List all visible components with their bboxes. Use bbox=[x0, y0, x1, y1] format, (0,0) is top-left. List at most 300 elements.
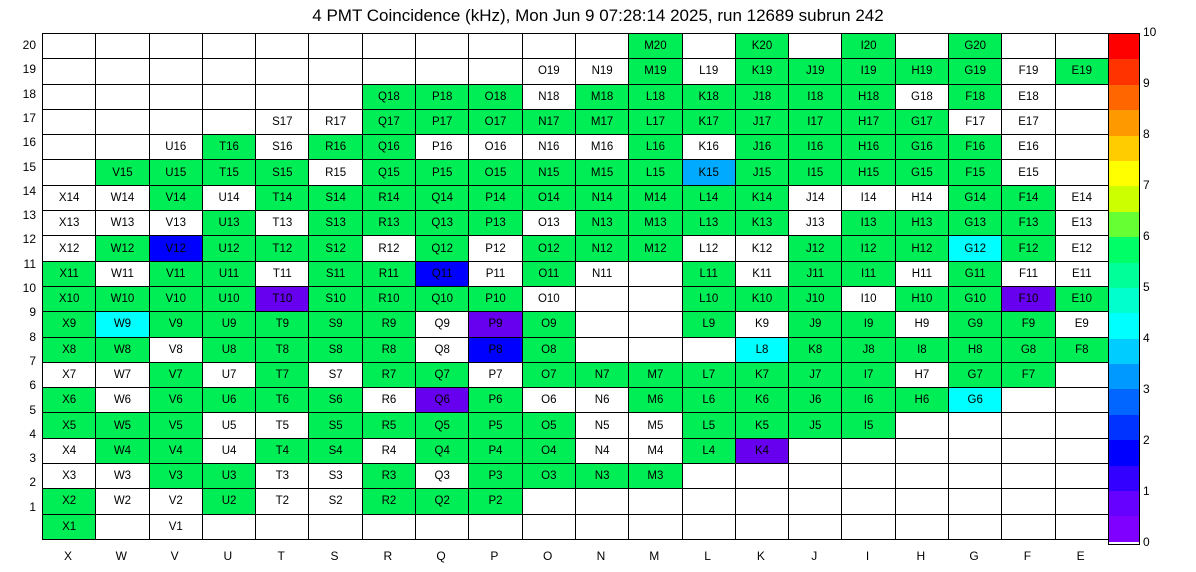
heatmap-cell: P4 bbox=[469, 438, 522, 463]
heatmap-cell: W6 bbox=[96, 388, 149, 413]
heatmap-cell bbox=[43, 84, 96, 109]
heatmap-cell: P13 bbox=[469, 211, 522, 236]
heatmap-cell: G15 bbox=[895, 160, 948, 185]
heatmap-cell bbox=[1002, 413, 1055, 438]
heatmap-cell: M12 bbox=[629, 236, 682, 261]
heatmap-cell: M6 bbox=[629, 388, 682, 413]
heatmap-cell: K11 bbox=[735, 261, 788, 286]
heatmap-cell: T10 bbox=[256, 286, 309, 311]
y-tick-label: 6 bbox=[29, 378, 36, 393]
heatmap-row bbox=[43, 388, 1109, 413]
heatmap-cell: K7 bbox=[735, 362, 788, 387]
heatmap-cell: F15 bbox=[949, 160, 1002, 185]
heatmap-row bbox=[43, 236, 1109, 261]
heatmap-cell: X8 bbox=[43, 337, 96, 362]
heatmap-cell: R5 bbox=[362, 413, 415, 438]
colorbar-band bbox=[1109, 415, 1139, 440]
heatmap-cell: M4 bbox=[629, 438, 682, 463]
heatmap-cell bbox=[1002, 489, 1055, 514]
page-title: 4 PMT Coincidence (kHz), Mon Jun 9 07:28:14 2025, run 12689 subrun 242 bbox=[312, 6, 884, 25]
heatmap-cell: O19 bbox=[522, 59, 575, 84]
heatmap-cell: I8 bbox=[895, 337, 948, 362]
heatmap-cell: G16 bbox=[895, 135, 948, 160]
heatmap-cell: V2 bbox=[149, 489, 202, 514]
heatmap-cell: O7 bbox=[522, 362, 575, 387]
heatmap-cell: W3 bbox=[96, 464, 149, 489]
heatmap-cell bbox=[949, 489, 1002, 514]
heatmap-cell: F13 bbox=[1002, 211, 1055, 236]
y-tick-label: 3 bbox=[29, 451, 36, 466]
heatmap-cell: U4 bbox=[202, 438, 255, 463]
heatmap-cell: E11 bbox=[1055, 261, 1108, 286]
heatmap-cell: F16 bbox=[949, 135, 1002, 160]
heatmap-cell: E13 bbox=[1055, 211, 1108, 236]
heatmap-cell bbox=[629, 489, 682, 514]
heatmap-cell bbox=[202, 84, 255, 109]
heatmap-cell: M17 bbox=[575, 109, 628, 134]
heatmap-row bbox=[43, 489, 1109, 514]
heatmap-row bbox=[43, 438, 1109, 463]
heatmap-cell: M16 bbox=[575, 135, 628, 160]
heatmap-cell: R9 bbox=[362, 312, 415, 337]
heatmap-cell: R6 bbox=[362, 388, 415, 413]
heatmap-cell bbox=[575, 514, 628, 539]
heatmap-cell: G12 bbox=[949, 236, 1002, 261]
heatmap-cell bbox=[789, 489, 842, 514]
heatmap-cell: K18 bbox=[682, 84, 735, 109]
heatmap-cell: P10 bbox=[469, 286, 522, 311]
x-tick-label: S bbox=[330, 549, 339, 563]
heatmap-cell bbox=[682, 464, 735, 489]
heatmap-cell: S10 bbox=[309, 286, 362, 311]
heatmap-cell: M19 bbox=[629, 59, 682, 84]
heatmap-cell bbox=[895, 34, 948, 59]
colorbar-band bbox=[1109, 161, 1139, 186]
heatmap-cell: U9 bbox=[202, 312, 255, 337]
colorbar-band bbox=[1109, 339, 1139, 364]
heatmap-cell: I10 bbox=[842, 286, 895, 311]
y-tick-label: 14 bbox=[22, 183, 36, 198]
heatmap-cell: S5 bbox=[309, 413, 362, 438]
heatmap-cell: J18 bbox=[735, 84, 788, 109]
x-tick-label: K bbox=[756, 549, 765, 563]
heatmap-cell: N17 bbox=[522, 109, 575, 134]
heatmap-cell bbox=[629, 337, 682, 362]
heatmap-cell: K16 bbox=[682, 135, 735, 160]
heatmap-cell: T11 bbox=[256, 261, 309, 286]
y-tick-label: 8 bbox=[29, 329, 36, 344]
colorbar-band bbox=[1109, 237, 1139, 262]
heatmap-cell: K10 bbox=[735, 286, 788, 311]
heatmap-cell: N19 bbox=[575, 59, 628, 84]
heatmap-cell: S9 bbox=[309, 312, 362, 337]
heatmap-cell bbox=[682, 514, 735, 539]
x-tick-label: N bbox=[596, 549, 606, 563]
colorbar-band bbox=[1109, 364, 1139, 389]
heatmap-cell bbox=[575, 489, 628, 514]
heatmap-cell: J10 bbox=[789, 286, 842, 311]
heatmap-cell: F11 bbox=[1002, 261, 1055, 286]
heatmap-cell bbox=[362, 34, 415, 59]
heatmap-cell: Q12 bbox=[416, 236, 469, 261]
y-tick-label: 9 bbox=[29, 305, 36, 320]
heatmap-row bbox=[43, 185, 1109, 210]
heatmap-cell bbox=[1055, 34, 1108, 59]
heatmap-cell bbox=[682, 489, 735, 514]
heatmap-cell: Q14 bbox=[416, 185, 469, 210]
heatmap-cell bbox=[682, 337, 735, 362]
heatmap-cell: E10 bbox=[1055, 286, 1108, 311]
heatmap-cell: T16 bbox=[202, 135, 255, 160]
colorbar-band bbox=[1109, 313, 1139, 338]
heatmap-cell: R14 bbox=[362, 185, 415, 210]
colorbar-tick-label: 4 bbox=[1143, 331, 1150, 345]
heatmap-cell bbox=[895, 438, 948, 463]
heatmap-cell bbox=[895, 413, 948, 438]
heatmap-cell: W10 bbox=[96, 286, 149, 311]
heatmap-cell: G10 bbox=[949, 286, 1002, 311]
heatmap-cell: R10 bbox=[362, 286, 415, 311]
heatmap-cell: N5 bbox=[575, 413, 628, 438]
heatmap-cell: P16 bbox=[416, 135, 469, 160]
x-tick-label: E bbox=[1076, 549, 1085, 563]
heatmap-cell bbox=[735, 514, 788, 539]
heatmap-cell: K14 bbox=[735, 185, 788, 210]
heatmap-cell: X7 bbox=[43, 362, 96, 387]
heatmap-cell: S17 bbox=[256, 109, 309, 134]
heatmap-cell bbox=[949, 413, 1002, 438]
heatmap-cell: X14 bbox=[43, 185, 96, 210]
heatmap-cell: T12 bbox=[256, 236, 309, 261]
heatmap-cell: T3 bbox=[256, 464, 309, 489]
heatmap-cell: R2 bbox=[362, 489, 415, 514]
heatmap-cell: X3 bbox=[43, 464, 96, 489]
colorbar-band bbox=[1109, 288, 1139, 313]
heatmap-cell bbox=[1055, 388, 1108, 413]
x-tick-label: G bbox=[969, 549, 979, 563]
colorbar-band bbox=[1109, 136, 1139, 161]
heatmap-cell: S16 bbox=[256, 135, 309, 160]
heatmap-cell: L6 bbox=[682, 388, 735, 413]
heatmap-cell: M13 bbox=[629, 211, 682, 236]
heatmap-cell: W11 bbox=[96, 261, 149, 286]
heatmap-cell: K17 bbox=[682, 109, 735, 134]
heatmap-cell: O12 bbox=[522, 236, 575, 261]
heatmap-cell: F10 bbox=[1002, 286, 1055, 311]
heatmap-cell: H16 bbox=[842, 135, 895, 160]
heatmap-cell: I5 bbox=[842, 413, 895, 438]
heatmap-cell bbox=[1055, 489, 1108, 514]
y-tick-label: 11 bbox=[23, 256, 36, 271]
heatmap-cell: H6 bbox=[895, 388, 948, 413]
heatmap-cell: K9 bbox=[735, 312, 788, 337]
heatmap-cell: E17 bbox=[1002, 109, 1055, 134]
heatmap-cell: I18 bbox=[789, 84, 842, 109]
heatmap-row bbox=[43, 337, 1109, 362]
heatmap-cell: V13 bbox=[149, 211, 202, 236]
heatmap-cell: W13 bbox=[96, 211, 149, 236]
colorbar-tick-label: 10 bbox=[1143, 25, 1157, 39]
colorbar-tick-label: 1 bbox=[1143, 484, 1150, 498]
heatmap-cell: J14 bbox=[789, 185, 842, 210]
heatmap-cell: V12 bbox=[149, 236, 202, 261]
heatmap-cell: X10 bbox=[43, 286, 96, 311]
heatmap-cell: J19 bbox=[789, 59, 842, 84]
heatmap-cell: P17 bbox=[416, 109, 469, 134]
y-tick-label: 15 bbox=[22, 159, 36, 174]
heatmap-cell: U6 bbox=[202, 388, 255, 413]
heatmap-cell: X9 bbox=[43, 312, 96, 337]
heatmap-cell: L7 bbox=[682, 362, 735, 387]
x-tick-label: R bbox=[383, 549, 393, 563]
colorbar-tick-label: 2 bbox=[1143, 433, 1150, 447]
heatmap-cell: O16 bbox=[469, 135, 522, 160]
heatmap-cell bbox=[789, 34, 842, 59]
heatmap-cell: N13 bbox=[575, 211, 628, 236]
heatmap-cell: P7 bbox=[469, 362, 522, 387]
heatmap-cell: J16 bbox=[735, 135, 788, 160]
heatmap-cell bbox=[629, 286, 682, 311]
heatmap-cell: G18 bbox=[895, 84, 948, 109]
heatmap-cell: H15 bbox=[842, 160, 895, 185]
heatmap-cell bbox=[575, 312, 628, 337]
heatmap-cell: K13 bbox=[735, 211, 788, 236]
heatmap-cell: H7 bbox=[895, 362, 948, 387]
heatmap-cell: F12 bbox=[1002, 236, 1055, 261]
heatmap-cell: G13 bbox=[949, 211, 1002, 236]
heatmap-cell bbox=[735, 489, 788, 514]
heatmap-cell: S13 bbox=[309, 211, 362, 236]
heatmap-cell: P5 bbox=[469, 413, 522, 438]
heatmap-cell bbox=[1002, 34, 1055, 59]
heatmap-cell: N7 bbox=[575, 362, 628, 387]
heatmap-cell: I13 bbox=[842, 211, 895, 236]
heatmap-cell: H17 bbox=[842, 109, 895, 134]
heatmap-cell: X2 bbox=[43, 489, 96, 514]
heatmap-cell: F18 bbox=[949, 84, 1002, 109]
heatmap-cell: M3 bbox=[629, 464, 682, 489]
y-tick-label: 12 bbox=[22, 232, 36, 247]
heatmap-cell: P14 bbox=[469, 185, 522, 210]
colorbar-band bbox=[1109, 491, 1139, 516]
heatmap-cell: H11 bbox=[895, 261, 948, 286]
heatmap-cell: W7 bbox=[96, 362, 149, 387]
colorbar-band bbox=[1109, 389, 1139, 414]
heatmap-cell bbox=[1055, 413, 1108, 438]
heatmap-cell: P2 bbox=[469, 489, 522, 514]
heatmap-cell: X4 bbox=[43, 438, 96, 463]
heatmap-cell bbox=[842, 514, 895, 539]
heatmap-cell: S3 bbox=[309, 464, 362, 489]
heatmap-cell: O15 bbox=[469, 160, 522, 185]
heatmap-cell: J12 bbox=[789, 236, 842, 261]
heatmap-cell bbox=[469, 59, 522, 84]
colorbar-band bbox=[1109, 440, 1139, 465]
heatmap-cell: I17 bbox=[789, 109, 842, 134]
heatmap-cell: S7 bbox=[309, 362, 362, 387]
heatmap-cell: V4 bbox=[149, 438, 202, 463]
heatmap-cell: O4 bbox=[522, 438, 575, 463]
colorbar-tick-label: 6 bbox=[1143, 229, 1150, 243]
heatmap-cell: R7 bbox=[362, 362, 415, 387]
heatmap-cell: X1 bbox=[43, 514, 96, 539]
heatmap-cell: O8 bbox=[522, 337, 575, 362]
heatmap-cell: P8 bbox=[469, 337, 522, 362]
heatmap-cell: M15 bbox=[575, 160, 628, 185]
heatmap-cell: Q15 bbox=[362, 160, 415, 185]
heatmap-cell: J17 bbox=[735, 109, 788, 134]
heatmap-cell: H10 bbox=[895, 286, 948, 311]
heatmap-cell bbox=[842, 438, 895, 463]
heatmap-cell: P11 bbox=[469, 261, 522, 286]
x-tick-label: J bbox=[811, 549, 818, 563]
heatmap-cell: U12 bbox=[202, 236, 255, 261]
heatmap-cell bbox=[256, 59, 309, 84]
heatmap-cell: G14 bbox=[949, 185, 1002, 210]
heatmap-cell bbox=[1055, 464, 1108, 489]
x-tick-label: F bbox=[1023, 549, 1032, 563]
heatmap-cell: S12 bbox=[309, 236, 362, 261]
heatmap-cell: H19 bbox=[895, 59, 948, 84]
heatmap-cell: L19 bbox=[682, 59, 735, 84]
x-tick-label: U bbox=[223, 549, 233, 563]
heatmap-cell bbox=[1002, 438, 1055, 463]
heatmap-cell: F9 bbox=[1002, 312, 1055, 337]
heatmap-cell bbox=[522, 514, 575, 539]
heatmap-cell: G9 bbox=[949, 312, 1002, 337]
heatmap-cell: Q7 bbox=[416, 362, 469, 387]
x-tick-label: W bbox=[115, 549, 127, 563]
heatmap-cell bbox=[522, 34, 575, 59]
heatmap-cell: O5 bbox=[522, 413, 575, 438]
heatmap-cell: V9 bbox=[149, 312, 202, 337]
heatmap-cell: Q16 bbox=[362, 135, 415, 160]
heatmap-cell bbox=[469, 514, 522, 539]
heatmap-cell bbox=[1055, 84, 1108, 109]
heatmap-row bbox=[43, 160, 1109, 185]
heatmap-cell: L12 bbox=[682, 236, 735, 261]
heatmap-cell bbox=[895, 514, 948, 539]
heatmap-cell: T7 bbox=[256, 362, 309, 387]
heatmap-cell: N16 bbox=[522, 135, 575, 160]
heatmap-cell: R11 bbox=[362, 261, 415, 286]
heatmap-cell: T5 bbox=[256, 413, 309, 438]
heatmap-cell bbox=[149, 109, 202, 134]
heatmap-cell: R4 bbox=[362, 438, 415, 463]
colorbar-tick-label: 7 bbox=[1143, 178, 1150, 192]
heatmap-cell bbox=[789, 438, 842, 463]
colorbar-band bbox=[1109, 34, 1139, 59]
heatmap-cell: L10 bbox=[682, 286, 735, 311]
heatmap-cell: K4 bbox=[735, 438, 788, 463]
heatmap-cell: V3 bbox=[149, 464, 202, 489]
y-tick-label: 18 bbox=[22, 86, 36, 101]
heatmap-cell: H14 bbox=[895, 185, 948, 210]
heatmap-cell: U14 bbox=[202, 185, 255, 210]
heatmap-cell: S8 bbox=[309, 337, 362, 362]
x-tick-label: X bbox=[63, 549, 72, 563]
colorbar-tick-label: 8 bbox=[1143, 127, 1150, 141]
heatmap-cell bbox=[1055, 109, 1108, 134]
heatmap-cell: M20 bbox=[629, 34, 682, 59]
heatmap-cell: S4 bbox=[309, 438, 362, 463]
heatmap-cell: I11 bbox=[842, 261, 895, 286]
heatmap-cell: W12 bbox=[96, 236, 149, 261]
heatmap-cell: E12 bbox=[1055, 236, 1108, 261]
colorbar-band bbox=[1109, 466, 1139, 491]
heatmap-cell: L16 bbox=[629, 135, 682, 160]
heatmap-cell: K5 bbox=[735, 413, 788, 438]
heatmap-cell: E16 bbox=[1002, 135, 1055, 160]
heatmap-cell: X6 bbox=[43, 388, 96, 413]
heatmap-cell: N6 bbox=[575, 388, 628, 413]
heatmap-cell: G11 bbox=[949, 261, 1002, 286]
heatmap-cell bbox=[202, 59, 255, 84]
heatmap-cell bbox=[842, 489, 895, 514]
heatmap-cell bbox=[1055, 135, 1108, 160]
heatmap-cell: V14 bbox=[149, 185, 202, 210]
heatmap-row bbox=[43, 514, 1109, 539]
heatmap-cell bbox=[949, 464, 1002, 489]
heatmap-cell bbox=[895, 489, 948, 514]
heatmap-cell: Q2 bbox=[416, 489, 469, 514]
heatmap-cell: O17 bbox=[469, 109, 522, 134]
heatmap-cell: P15 bbox=[416, 160, 469, 185]
x-tick-label: L bbox=[704, 549, 711, 563]
heatmap-cell: G7 bbox=[949, 362, 1002, 387]
heatmap-cell: R12 bbox=[362, 236, 415, 261]
heatmap-cell: X12 bbox=[43, 236, 96, 261]
heatmap-cell: K20 bbox=[735, 34, 788, 59]
heatmap-cell: T15 bbox=[202, 160, 255, 185]
heatmap-cell: T14 bbox=[256, 185, 309, 210]
heatmap-cell: L17 bbox=[629, 109, 682, 134]
heatmap-cell bbox=[96, 109, 149, 134]
x-tick-label: P bbox=[490, 549, 499, 563]
x-tick-label: O bbox=[543, 549, 553, 563]
y-tick-label: 4 bbox=[29, 426, 36, 441]
heatmap-cell: O11 bbox=[522, 261, 575, 286]
heatmap-cell: W5 bbox=[96, 413, 149, 438]
heatmap-cell bbox=[43, 160, 96, 185]
heatmap-cell: N15 bbox=[522, 160, 575, 185]
heatmap-cell: V11 bbox=[149, 261, 202, 286]
heatmap-cell bbox=[522, 489, 575, 514]
heatmap-cell: L15 bbox=[629, 160, 682, 185]
heatmap-cell: P3 bbox=[469, 464, 522, 489]
heatmap-cell: K8 bbox=[789, 337, 842, 362]
heatmap-cell: V10 bbox=[149, 286, 202, 311]
heatmap-cell: E9 bbox=[1055, 312, 1108, 337]
heatmap-cell: U8 bbox=[202, 337, 255, 362]
heatmap-row bbox=[43, 59, 1109, 84]
heatmap-cell bbox=[735, 464, 788, 489]
heatmap-cell: W14 bbox=[96, 185, 149, 210]
heatmap-cell bbox=[309, 34, 362, 59]
heatmap-cell bbox=[575, 286, 628, 311]
heatmap-cell bbox=[416, 514, 469, 539]
heatmap-cell: O14 bbox=[522, 185, 575, 210]
heatmap-cell: P9 bbox=[469, 312, 522, 337]
heatmap-cell: U7 bbox=[202, 362, 255, 387]
colorbar-tick-label: 0 bbox=[1143, 535, 1150, 549]
heatmap-cell: L13 bbox=[682, 211, 735, 236]
heatmap-cell: E14 bbox=[1055, 185, 1108, 210]
heatmap-cell: Q9 bbox=[416, 312, 469, 337]
heatmap-cell: Q13 bbox=[416, 211, 469, 236]
colorbar-tick-label: 5 bbox=[1143, 280, 1150, 294]
x-tick-label: M bbox=[649, 549, 660, 563]
